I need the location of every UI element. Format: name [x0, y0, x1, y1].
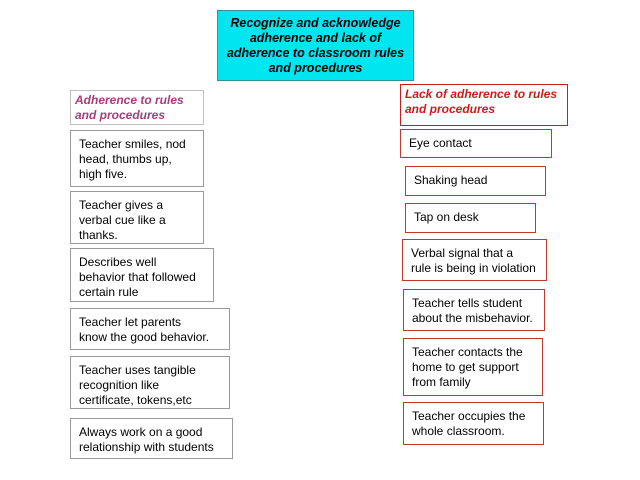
- lack-of-adherence-header: Lack of adherence to rules and procedures: [400, 84, 568, 126]
- adherence-item: Describes well behavior that followed certain rule: [70, 248, 214, 302]
- lack-of-adherence-item: Eye contact: [400, 129, 552, 158]
- lack-of-adherence-item: Shaking head: [405, 166, 546, 196]
- diagram-title: Recognize and acknowledge adherence and lack of adherence to classroom rules and procedures: [217, 10, 414, 81]
- lack-of-adherence-item: Tap on desk: [405, 203, 536, 233]
- adherence-header: Adherence to rules and procedures: [70, 90, 204, 125]
- lack-of-adherence-item: Teacher contacts the home to get support from family: [403, 338, 543, 396]
- lack-of-adherence-item: Teacher tells student about the misbehavior.: [403, 289, 545, 331]
- adherence-item: Teacher let parents know the good behavior.: [70, 308, 230, 350]
- adherence-item: Teacher gives a verbal cue like a thanks.: [70, 191, 204, 244]
- adherence-item: Always work on a good relationship with students: [70, 418, 233, 459]
- adherence-item: Teacher smiles, nod head, thumbs up, high five.: [70, 130, 204, 187]
- lack-of-adherence-item: Verbal signal that a rule is being in violation: [402, 239, 547, 281]
- lack-of-adherence-item: Teacher occupies the whole classroom.: [403, 402, 544, 445]
- adherence-item: Teacher uses tangible recognition like certificate, tokens,etc: [70, 356, 230, 409]
